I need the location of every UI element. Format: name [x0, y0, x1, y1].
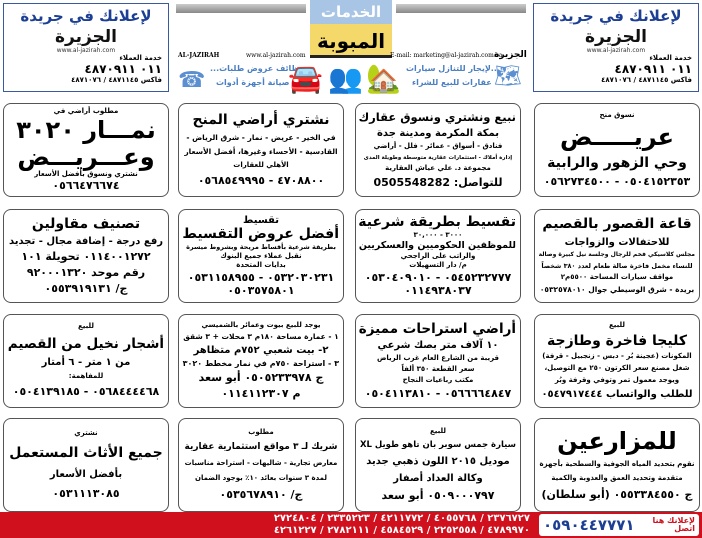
- header-website: www.al-jazirah.com: [246, 52, 306, 59]
- side-ad-left: [3, 3, 169, 92]
- ad-phone: ج/ ٠٥٥٣٩١٩١٣١: [44, 281, 128, 295]
- ad-phone: م ٠١١٤١١٢٣٠٧: [221, 387, 301, 401]
- ad-text: مطلوب أراضي في: [53, 106, 119, 115]
- ad-phone: للتواصل: 0505548282: [373, 175, 503, 189]
- ad-headline: وعـــريـــض: [17, 142, 155, 171]
- phone-dial-icon: ☎: [178, 68, 206, 93]
- call-label: اتصل: [674, 524, 695, 533]
- fax-numbers: فاكس ٤٨٧١١٤٥ / ٤٨٧١٠٧٦: [71, 76, 162, 84]
- footer-numbers-line: ٢٣٧٦٧٢٧ / ٤٠٥٥٧٦٨ / ٤٢١١٧٧٢ / ٢٣٣٥٢٢٣ / ٢٧٢٤٨٠٤: [273, 513, 530, 524]
- header-logo-ar: الجزيرة: [494, 50, 527, 60]
- ad-phone: ٠٥٣١١١٣٠٨٥: [52, 486, 120, 500]
- ad-phone: للطلب والواتساب ٠٥٤٧٩١٧٤٤٤: [541, 388, 693, 400]
- ad-headline: شريك لـ ٣ مواقع استثمارية عقارية: [184, 442, 338, 453]
- ad-text: مواقف سيارات المساحة ٥٥٠٠م٢: [560, 273, 674, 282]
- people-icon: 👥: [328, 62, 363, 95]
- ad-text: ٣٠٠٠ - ٣٠,٠٠٠: [413, 230, 463, 239]
- service-line: وظائف عروض طلبات...: [210, 64, 305, 73]
- ad-text: القادسية - الأحساء وغيرها، أفضل الأسعار: [184, 146, 338, 156]
- classified-ad: [178, 209, 344, 303]
- side-ad-title: لإعلانك في جريدة: [20, 7, 152, 25]
- ad-text: ٣ - استراحة ٧٥٠م في نمار مخطط ٣٠٢٠: [182, 358, 339, 368]
- ad-phone: ٠٥٤٥٢٣٢٧٧٧ - ٠٥٣٠٤٠٩٠١٠: [364, 270, 512, 284]
- ad-text: ١ - عمارة مساحة ١٨٠م ٣ محلات + ٣ شقق: [183, 332, 339, 342]
- classified-ad: [534, 209, 700, 303]
- advertise-label: لإعلانك هنا: [652, 516, 695, 525]
- ad-phone: ٠٥٠٣٥٧٥٨٠١: [227, 284, 295, 298]
- ad-text: للبيع: [430, 426, 446, 435]
- ad-text: نقوم بتحديد المياه الجوفية والسطحية بأجهزة: [539, 460, 695, 469]
- house-tree-icon: 🏡: [366, 62, 401, 95]
- side-ad-website: www.al-jazirah.com: [586, 47, 646, 54]
- customer-service-label: خدمة العملاء: [649, 54, 692, 62]
- classified-ad: [355, 209, 521, 303]
- classified-ad: [3, 209, 169, 303]
- ad-headline: نمـــار ٣٠٢٠: [16, 115, 156, 144]
- newspaper-logo: الجزيرة: [584, 27, 648, 47]
- ad-text: للنساء مخمل فاخرة صالة طعام لعدد ٣٨٠ شخصاً: [541, 262, 693, 271]
- ad-phone: ٠١١٤٠٠١٢٧٢ تحويلة ١٠١: [21, 250, 151, 264]
- footer-phone-numbers: [274, 513, 530, 537]
- ad-text: إدارة أملاك - استثمارات عقارية متوسطة وطويلة المدى: [363, 154, 513, 161]
- ad-headline: كليجا فاخرة وطازجة: [547, 332, 687, 349]
- side-ad-right: [533, 3, 699, 92]
- ad-text: بطريقة شرعية بأقساط مريحة وبشروط ميسرة: [186, 243, 336, 252]
- ad-text: والراتب على الراجحي: [400, 251, 476, 260]
- side-ad-website: www.al-jazirah.com: [56, 47, 116, 54]
- side-ad-title: لإعلانك في جريدة: [550, 7, 682, 25]
- ad-headline: جميع الأثاث المستعمل: [9, 444, 163, 461]
- ad-phone: ٠٥٠٤١٥٢٣٥٣ - ٠٥٦٢٧٣٤٥٠٠: [543, 174, 691, 188]
- ad-text: مطلوب: [248, 427, 274, 436]
- ad-phone: ٤٧٠٨٨٠٠ - ٠٥٦٨٥٤٩٩٩٥: [197, 174, 325, 188]
- masthead-top: الخدمات: [310, 0, 392, 24]
- classified-ad: [355, 314, 521, 408]
- ad-phone: رقم موحد ٩٢٠٠٠١٣٢٠: [26, 265, 146, 279]
- ad-text: وكالة العداد أصفار: [393, 473, 483, 485]
- ad-phone: ٠٥٦٦٦٦٤٨٤٧ - ٠٥٠٤١١٣٨١٠: [364, 387, 512, 401]
- fax-numbers: فاكس ٤٨٧١١٤٥ / ٤٨٧١٠٧٦: [601, 76, 692, 84]
- ad-phone: ج ٠٥٥٣٣٨٤٥٥٠ (أبو سلطان): [541, 488, 693, 502]
- ad-headline: تصنيف مقاولين: [31, 215, 141, 232]
- ad-text: من ١ متر - ٦ أمتار: [41, 356, 131, 368]
- ad-text: نشتري ونسوق بأفضل الأسعار: [34, 170, 138, 179]
- ad-phone: ج ٠٥٠٥٢٣٣٩٧٨ أبو سعد: [198, 371, 324, 385]
- map-icon: 🗺: [494, 64, 522, 89]
- classified-ad: [3, 418, 169, 512]
- ad-headline: تقسيط بطريقة شرعية: [358, 213, 516, 230]
- customer-service-label: خدمة العملاء: [119, 54, 162, 62]
- classified-ad: [355, 418, 521, 512]
- service-line: عقارات للبيع للشراء: [412, 78, 492, 87]
- ad-headline: أراضي استراحات مميزة: [358, 320, 516, 337]
- ad-text: ٢- بيت شعبي ٧٥٢م متظاهر: [193, 345, 329, 357]
- ad-text: للبيع: [609, 321, 625, 330]
- classifieds-header: [176, 0, 526, 95]
- ad-text: مجلس كلاسيكي فخم للرجال وجلسة نيل كبيرة وصالة: [538, 251, 695, 259]
- ad-text: ويوجد معمول تمر وتوفي وقرفة وبُر: [554, 376, 680, 384]
- ad-phone: بريدة - شرق الوسيطي جوال ٠٥٣٢٥٧٨٠١٠: [539, 285, 695, 295]
- newspaper-logo: الجزيرة: [54, 27, 118, 47]
- ad-headline: أفضل عروض التقسيط: [182, 226, 339, 243]
- ad-text: نشتري: [74, 428, 98, 437]
- ad-text: المكونات (عجينة بُر - دبس - زنجبيل - قرفة): [542, 352, 692, 361]
- ad-text: بدايات المتحدة: [236, 261, 286, 270]
- ad-phone: ٠٥٠٩٠٠٠٧٩٧ أبو سعد: [381, 489, 495, 503]
- header-bar-right: [396, 4, 526, 13]
- ad-text: فنادق - أسواق - عمائر - فلل - أراضي: [373, 141, 503, 150]
- classified-ad: [178, 418, 344, 512]
- ad-headline: عريـــــض: [559, 123, 675, 152]
- ad-text: نقبل عملاء جميع البنوك: [220, 251, 302, 260]
- brand-en: AL-JAZIRAH: [178, 52, 220, 59]
- masthead-bottom: المبوبة: [310, 24, 392, 58]
- ad-headline: سيارة جمس سوبر بان تاهو طويل XL: [359, 440, 516, 451]
- ad-text: موديل ٢٠١٥ اللون ذهبي جديد: [366, 456, 510, 468]
- service-line: ...لإيجار للتنازل سيارات: [406, 64, 500, 73]
- ad-text: لمدة ٣ سنوات بعائد ١٠٪ بوجود الضمان: [195, 473, 327, 482]
- customer-service-phone: ٠١١ ٤٨٧٠٩١١: [614, 62, 692, 76]
- ad-phone: ٠١١٤٩٣٨٠٣٧: [404, 284, 472, 298]
- classified-ad: [178, 314, 344, 408]
- ad-text: معارض تجارية - شاليهات - استراحة مناسبات: [184, 459, 338, 468]
- classified-ad: [534, 418, 700, 512]
- ad-text: الأهلي للعقارات: [233, 160, 289, 169]
- classified-ad: [355, 103, 521, 197]
- ad-headline: نشتري أراضي المنح: [192, 111, 330, 128]
- classified-ad: [178, 103, 344, 197]
- ad-text: للمفاهمة:: [68, 372, 104, 381]
- classified-ad: [534, 314, 700, 408]
- ad-text: بأفضل الأسعار: [49, 468, 123, 480]
- ad-text: متقدمة وتحديد العمق والعذوبة والكمية: [551, 474, 683, 483]
- ad-text: في الخير - عريض - نمار - شرق الرياض -: [186, 132, 336, 142]
- ad-headline: وحي الزهور والرابية: [547, 154, 687, 171]
- ad-phone: ج/ ٠٥٣٥٦٧٨٩١٠: [219, 488, 303, 502]
- footer-banner: [0, 512, 702, 538]
- ad-text: م/ دار التسهيلات: [409, 261, 467, 270]
- ad-text: شغل مصنع سعر الكرتون ٢٥٠ مع التوصيل،: [544, 364, 690, 373]
- customer-service-phone: ٠١١ ٤٨٧٠٩١١: [84, 62, 162, 76]
- ad-headline: للمزارعين: [557, 427, 677, 456]
- ad-text: للاحتفالات والزواجات: [564, 236, 670, 248]
- ad-text: بمكة المكرمة ومدينة جدة: [377, 127, 499, 139]
- ad-phone: ٠٥٦٦٤٧٦٦٧٤: [52, 178, 120, 192]
- classified-ad: [3, 314, 169, 408]
- ad-text: نسوق منح: [599, 110, 635, 119]
- header-email: E-mail: marketing@al-jazirah.com.sa: [390, 52, 503, 59]
- footer-numbers-line: ٤٧٨٩٩٧٠ / ٢٢٥٢٥٥٨ / ٤٥٨٤٥٢٩ / ٢٧٨٢١١١ / ٤٢٦١٢٢٧: [273, 525, 530, 536]
- ad-text: مكتب رباعيات النجاح: [402, 376, 474, 385]
- ad-headline: قاعة القصور بالقصيم: [542, 216, 692, 233]
- ad-text: للموظفين الحكوميين والعسكريين: [358, 239, 516, 251]
- ad-text: مجموعة د. علي عياش العقارية: [385, 163, 491, 172]
- classified-ad: [3, 103, 169, 197]
- ad-text: رفع درجة - إضافة مجال - تجديد: [8, 236, 164, 248]
- ad-text: سعر القطعة ٣٥٠ ألفاً: [401, 364, 475, 373]
- car-garage-icon: 🚘: [288, 62, 323, 95]
- ad-phone: ٠٥٦٨٤٤٤٤٦٨ - ٠٥٠٤١٣٩١٨٥: [12, 385, 160, 399]
- service-line: صيانة أجهزة أدوات: [216, 78, 290, 87]
- ad-text: يوجد للبيع بيوت وعمائر بالشميسي: [201, 320, 321, 329]
- ad-headline: أشجار نخيل من القصيم: [7, 335, 164, 352]
- classified-ad: [534, 103, 700, 197]
- ad-text: قريبة من الشارع العام غرب الرياض: [376, 353, 500, 362]
- ad-phone: ٠٥٣٢٠٣٠٢٣١ - ٠٥٣١١٥٨٩٥٥: [187, 270, 335, 284]
- advertise-phone: ٠٥٩٠٤٤٧٧٧١: [543, 516, 635, 534]
- header-bar-left: [176, 4, 306, 13]
- masthead: [310, 0, 392, 62]
- ad-text: ١٠ آلاف متر بصك شرعي: [377, 339, 499, 351]
- ad-text: للبيع: [78, 322, 94, 331]
- ad-headline: نبيع ونشتري ونسوق عقارك: [358, 110, 516, 125]
- advertise-here-box[interactable]: [539, 514, 699, 536]
- ad-text: تقسيط: [243, 214, 279, 226]
